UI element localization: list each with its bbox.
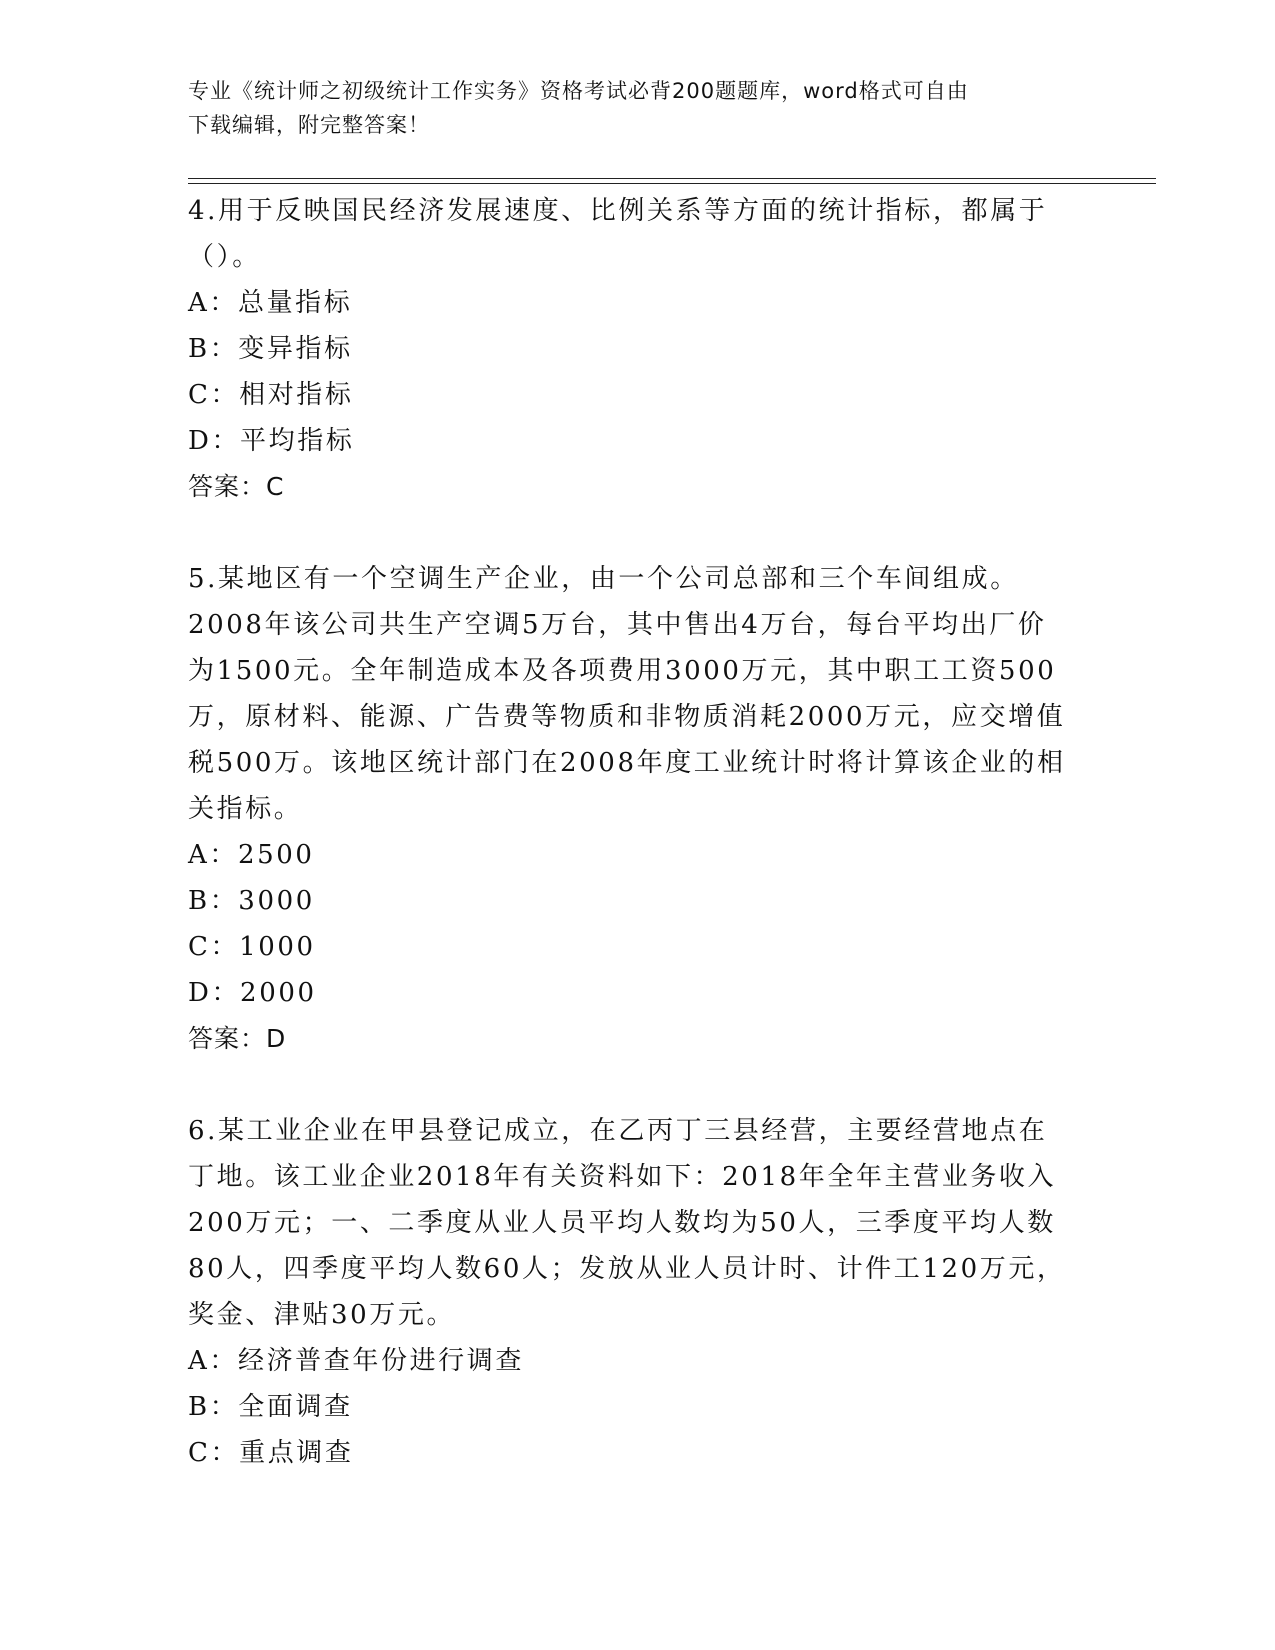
question-spacer [188,1062,1088,1108]
question-stem-line: 5.某地区有一个空调生产企业，由一个公司总部和三个车间组成。 [188,564,1019,594]
header-line-2: 下载编辑，附完整答案！ [188,113,430,137]
question-6 [188,1108,1088,1476]
question-stem-line: 80人，四季度平均人数60人；发放从业人员计时、计件工120万元， [188,1254,1066,1284]
option-c: C：1000 [188,932,316,962]
option-d: D：平均指标 [188,426,355,456]
header-line-1: 专业《统计师之初级统计工作实务》资格考试必背200题题库，word格式可自由 [188,79,969,103]
question-list [188,188,1088,1476]
answer-line: 答案：C [188,472,285,501]
question-stem-line: 4.用于反映国民经济发展速度、比例关系等方面的统计指标，都属于 [188,196,1048,226]
option-b: B：变异指标 [188,334,353,364]
question-stem-line: 为1500元。全年制造成本及各项费用3000万元，其中职工工资500 [188,656,1057,686]
question-stem-line: 丁地。该工业企业2018年有关资料如下：2018年全年主营业务收入 [188,1162,1057,1192]
document-header [188,74,1088,142]
question-stem-line: 奖金、津贴30万元。 [188,1300,456,1330]
option-b: B：3000 [188,886,315,916]
question-stem-line: 税500万。该地区统计部门在2008年度工业统计时将计算该企业的相 [188,748,1066,778]
question-stem-line: 关指标。 [188,794,303,824]
question-stem-line: 万，原材料、能源、广告费等物质和非物质消耗2000万元，应交增值 [188,702,1066,732]
header-divider-bottom [188,183,1156,184]
question-spacer [188,510,1088,556]
question-4 [188,188,1088,510]
option-c: C：重点调查 [188,1438,354,1468]
option-c: C：相对指标 [188,380,354,410]
option-b: B：全面调查 [188,1392,353,1422]
question-stem-line: 2008年该公司共生产空调5万台，其中售出4万台，每台平均出厂价 [188,610,1047,640]
option-d: D：2000 [188,978,317,1008]
option-a: A：经济普查年份进行调查 [188,1346,524,1376]
question-5 [188,556,1088,1062]
header-divider-top [188,178,1156,179]
question-stem-line: 200万元；一、二季度从业人员平均人数均为50人，三季度平均人数 [188,1208,1056,1238]
answer-line: 答案：D [188,1024,287,1053]
option-a: A：总量指标 [188,288,353,318]
option-a: A：2500 [188,840,315,870]
question-stem-line: （）。 [188,242,261,272]
question-stem-line: 6.某工业企业在甲县登记成立，在乙丙丁三县经营，主要经营地点在 [188,1116,1048,1146]
